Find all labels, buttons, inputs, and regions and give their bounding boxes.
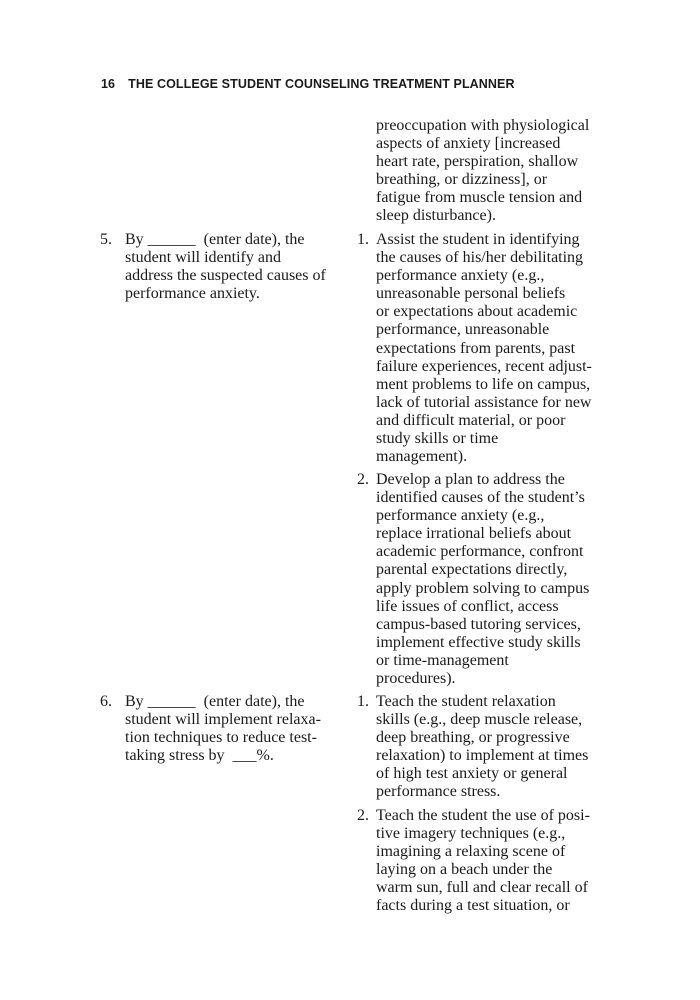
text-line: warm sun, full and clear recall of xyxy=(376,879,588,897)
continued-intervention-text xyxy=(376,117,589,226)
text-line: performance stress. xyxy=(376,783,501,801)
text-line: study skills or time xyxy=(376,430,499,448)
text-line: management). xyxy=(376,448,468,466)
objective-number: 5. xyxy=(100,231,112,248)
intervention-number: 1. xyxy=(357,231,369,248)
text-line: unreasonable personal beliefs xyxy=(376,285,566,303)
text-line: ment problems to life on campus, xyxy=(376,375,591,393)
text-line: Teach the student relaxation xyxy=(376,693,556,710)
text-line: taking stress by ___%. xyxy=(125,747,274,765)
text-line: sleep disturbance). xyxy=(376,207,496,225)
text-line: life issues of conflict, access xyxy=(376,597,559,615)
text-line: performance anxiety (e.g., xyxy=(376,267,545,285)
text-line: or expectations about academic xyxy=(376,303,578,321)
text-line: lack of tutorial assistance for new xyxy=(376,393,592,411)
text-line: imagining a relaxing scene of xyxy=(376,843,566,861)
text-line: replace irrational beliefs about xyxy=(376,525,572,543)
page-number: 16 xyxy=(101,77,116,91)
text-line: laying on a beach under the xyxy=(376,861,553,879)
text-line: identified causes of the student’s xyxy=(376,489,585,507)
text-line: fatigue from muscle tension and xyxy=(376,189,583,207)
text-line: expectations from parents, past xyxy=(376,339,576,357)
text-line: apply problem solving to campus xyxy=(376,579,590,597)
text-line: Teach the student the use of posi- xyxy=(376,807,590,824)
text-line: preoccupation with physiological xyxy=(376,117,590,134)
text-line: address the suspected causes of xyxy=(125,267,326,285)
intervention-number: 1. xyxy=(357,693,369,710)
intervention-text xyxy=(376,693,588,802)
text-line: aspects of anxiety [increased xyxy=(376,135,561,153)
intervention-text xyxy=(376,471,589,688)
text-line: Assist the student in identifying xyxy=(376,231,580,248)
text-line: relaxation) to implement at times xyxy=(376,747,589,765)
intervention-number: 2. xyxy=(357,807,369,824)
text-line: breathing, or dizziness], or xyxy=(376,171,548,189)
text-line: heart rate, perspiration, shallow xyxy=(376,153,579,171)
text-line: student will implement relaxa- xyxy=(125,711,321,729)
intervention-number: 2. xyxy=(357,471,369,488)
text-line: procedures). xyxy=(376,670,456,688)
text-line: By ______ (enter date), the xyxy=(125,693,305,710)
text-line: academic performance, confront xyxy=(376,543,584,561)
running-title: THE COLLEGE STUDENT COUNSELING TREATMENT PLANNER xyxy=(128,77,515,91)
text-line: and difficult material, or poor xyxy=(376,411,566,429)
text-line: student will identify and xyxy=(125,249,281,267)
text-line: Develop a plan to address the xyxy=(376,471,565,488)
text-line: implement effective study skills xyxy=(376,633,581,651)
objective-number: 6. xyxy=(100,693,112,710)
running-header xyxy=(101,77,515,91)
objective-text xyxy=(125,231,326,303)
text-line: tive imagery techniques (e.g., xyxy=(376,825,566,843)
text-line: By ______ (enter date), the xyxy=(125,231,305,248)
text-line: parental expectations directly, xyxy=(376,561,568,579)
intervention-text xyxy=(376,231,592,466)
objective-text xyxy=(125,693,321,765)
text-line: skills (e.g., deep muscle release, xyxy=(376,711,583,729)
text-line: tion techniques to reduce test- xyxy=(125,729,317,747)
text-line: the causes of his/her debilitating xyxy=(376,249,584,267)
text-line: facts during a test situation, or xyxy=(376,897,570,915)
text-line: performance, unreasonable xyxy=(376,321,550,339)
text-line: or time-management xyxy=(376,651,509,669)
text-line: failure experiences, recent adjust- xyxy=(376,357,592,375)
text-line: performance anxiety (e.g., xyxy=(376,507,545,525)
text-line: deep breathing, or progressive xyxy=(376,729,570,747)
text-line: campus-based tutoring services, xyxy=(376,615,581,633)
intervention-text xyxy=(376,807,590,916)
text-line: performance anxiety. xyxy=(125,285,260,303)
text-line: of high test anxiety or general xyxy=(376,765,568,783)
